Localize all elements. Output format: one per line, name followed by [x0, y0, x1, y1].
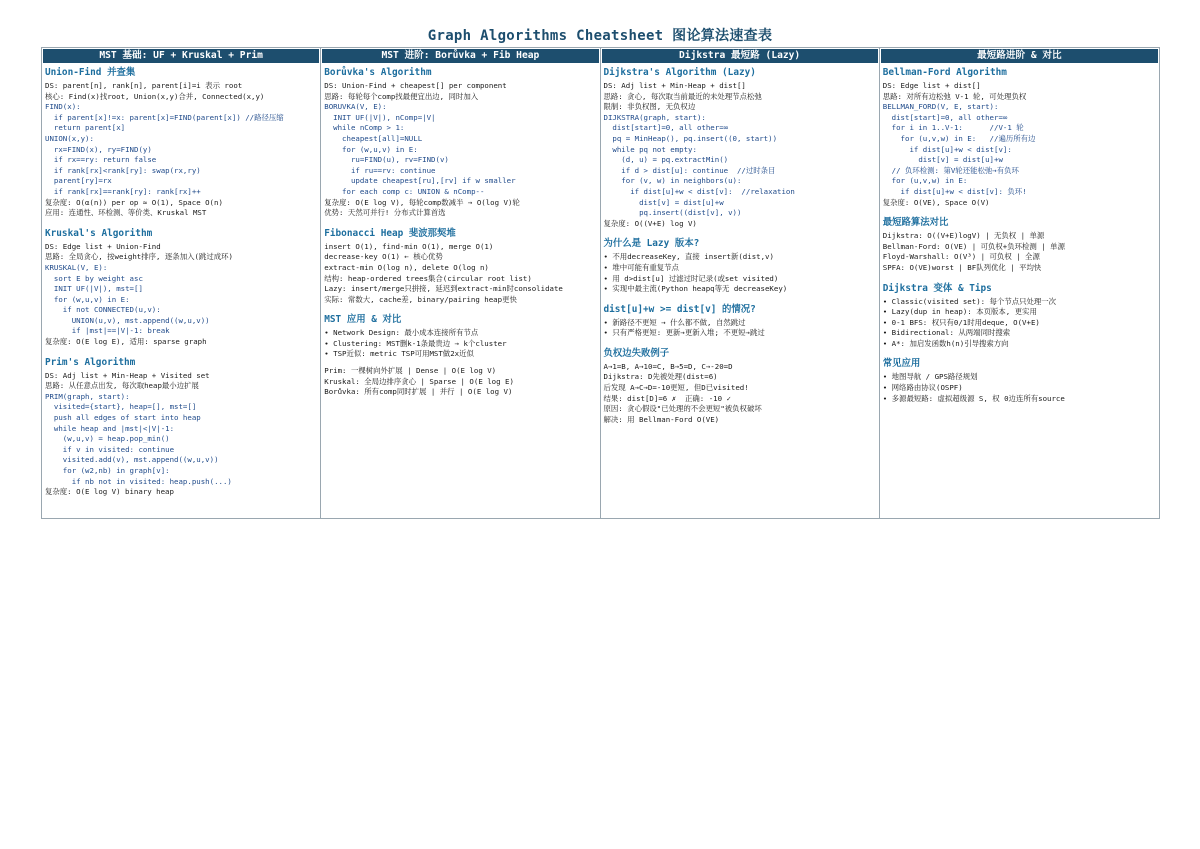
- code-line: (w,u,v) = heap.pop_min(): [45, 434, 170, 444]
- column-body: [601, 63, 879, 425]
- code-line: visited={start}, heap=[], mst=[]: [45, 402, 197, 412]
- code-line: if dist[u]+w < dist[v]: 负环!: [882, 186, 1027, 196]
- code-line: for i in 1..V-1: //V-1 轮: [882, 123, 1024, 133]
- column-1: [42, 48, 321, 518]
- code-line: KRUSKAL(V, E):: [45, 262, 108, 272]
- text-line: 后发现 A→C→D=-10更短, 但D已visited!: [603, 383, 749, 393]
- section-title: Dijkstra 变体 & Tips: [882, 282, 992, 294]
- code-line: for each comp c: UNION & nComp--: [324, 186, 485, 196]
- section-title: Bellman-Ford Algorithm: [882, 67, 1007, 78]
- column-body: [321, 63, 599, 398]
- text-line: 核心: Find(x)找root, Union(x,y)合并, Connected(x,y): [45, 91, 265, 101]
- text-line: 思路: 每轮每个comp找最便宜出边, 同时加入: [324, 91, 479, 101]
- bullet-item: • 用 d>dist[u] 过滤过时记录(或set visited): [604, 274, 876, 285]
- text-line: SPFA: O(VE)worst | BF队列优化 | 平均快: [882, 262, 1042, 272]
- column-header: MST 进阶: Borůvka + Fib Heap: [322, 49, 598, 63]
- text-line: 复杂度: O(α(n)) per op ≈ O(1), Space O(n): [45, 197, 223, 207]
- code-line: FIND(x):: [45, 102, 81, 112]
- code-line: ru=FIND(u), rv=FIND(v): [324, 155, 449, 165]
- bullet-item: • Classic(visited set): 每个节点只处理一次: [883, 297, 1156, 308]
- text-line: DS: parent[n], rank[n], parent[i]=i 表示 root: [45, 81, 243, 90]
- text-line: A→1=B, A→10=C, B→5=D, C→-20=D: [603, 361, 733, 371]
- code-line: while pq not empty:: [603, 144, 697, 154]
- code-line: if v in visited: continue: [45, 444, 175, 454]
- column-body: [42, 63, 320, 498]
- bullet-item: • TSP近似: metric TSP可用MST做2x近似: [324, 349, 596, 360]
- code-line: if dist[u]+w < dist[v]: //relaxation: [603, 186, 795, 196]
- text-line: 应用: 连通性、环检测、等价类、Kruskal MST: [45, 208, 207, 218]
- text-line: 原因: 贪心假设"已处理的不会更短"被负权破坏: [603, 404, 762, 414]
- code-line: pq.insert((dist[v], v)): [603, 208, 742, 218]
- code-line: DIJKSTRA(graph, start):: [603, 112, 706, 122]
- code-line: if dist[u]+w < dist[v]:: [882, 144, 1012, 154]
- code-line: for (w,u,v) in E:: [45, 294, 130, 304]
- section-title: 最短路算法对比: [882, 217, 949, 229]
- column-3: [601, 48, 880, 518]
- code-line: dist[v] = dist[u]+w: [882, 155, 1003, 165]
- code-line: if rank[rx]<rank[ry]: swap(rx,ry): [45, 165, 201, 175]
- text-line: 复杂度: O(E log V) binary heap: [45, 487, 174, 497]
- text-line: DS: Union-Find + cheapest[] per component: [324, 81, 507, 90]
- text-line: decrease-key O(1) ← 核心优势: [324, 252, 443, 262]
- code-line: if rx==ry: return false: [45, 155, 157, 165]
- text-line: Dijkstra: O((V+E)logV) | 无负权 | 单源: [882, 231, 1045, 241]
- text-line: 限制: 非负权图, 无负权边: [603, 102, 696, 112]
- code-line: for (u,v,w) in E: //遍历所有边: [882, 133, 1036, 143]
- text-line: 思路: 对所有边松弛 V-1 轮, 可处理负权: [882, 91, 1027, 101]
- code-line: update cheapest[ru],[rv] if w smaller: [324, 176, 516, 186]
- text-line: 结果: dist[D]=6 ✗ 正确: -10 ✓: [603, 393, 731, 403]
- code-line: if |mst|==|V|-1: break: [45, 326, 170, 336]
- cheatsheet-grid: [41, 47, 1160, 519]
- code-line: PRIM(graph, start):: [45, 391, 130, 401]
- text-line: Kruskal: 全局边排序贪心 | Sparse | O(E log E): [324, 376, 514, 386]
- code-line: if nb not in visited: heap.push(...): [45, 476, 232, 486]
- bullet-item: • A*: 加启发函数h(n)引导搜索方向: [883, 339, 1156, 350]
- section-title: Union-Find 并查集: [45, 67, 136, 78]
- code-line: for (u,v,w) in E:: [882, 176, 968, 186]
- text-line: Floyd-Warshall: O(V³) | 可负权 | 全源: [882, 252, 1040, 262]
- bullet-item: • 不用decreaseKey, 直接 insert新(dist,v): [604, 252, 876, 263]
- bullet-item: • Network Design: 最小成本连接所有节点: [324, 328, 596, 339]
- code-line: pq = MinHeap(), pq.insert((0, start)): [603, 133, 778, 143]
- text-line: 思路: 全局贪心, 按weight排序, 逐条加入(跳过成环): [45, 252, 233, 262]
- code-line: sort E by weight asc: [45, 273, 143, 283]
- text-line: 复杂度: O(VE), Space O(V): [882, 197, 990, 207]
- code-line: for (w2,nb) in graph[v]:: [45, 466, 170, 475]
- text-line: Borůvka: 所有comp同时扩展 | 并行 | O(E log V): [324, 387, 513, 397]
- section-title: MST 应用 & 对比: [324, 314, 402, 326]
- text-line: Bellman-Ford: O(VE) | 可负权+负环检测 | 单源: [882, 241, 1065, 251]
- code-line: // 负环检测: 第V轮还能松弛→有负环: [882, 165, 1019, 175]
- bullet-item: • Clustering: MST删k-1条最贵边 → k个cluster: [324, 339, 596, 350]
- code-line: BELLMAN_FORD(V, E, start):: [882, 102, 999, 112]
- code-line: while nComp > 1:: [324, 123, 405, 133]
- bullet-item: • 多源最短路: 虚拟超级源 S, 权 0边连所有source: [883, 394, 1156, 405]
- bullet-item: • Lazy(dup in heap): 本页版本, 更实用: [883, 307, 1156, 318]
- code-line: if not CONNECTED(u,v):: [45, 305, 161, 315]
- bullet-item: • 网络路由协议(OSPF): [883, 383, 1156, 394]
- code-line: UNION(x,y):: [45, 133, 94, 143]
- section-title: 常见应用: [882, 358, 921, 370]
- section-title: Fibonacci Heap 斐波那契堆: [324, 227, 456, 239]
- text-line: insert O(1), find-min O(1), merge O(1): [324, 241, 494, 251]
- column-header: MST 基础: UF + Kruskal + Prim: [43, 49, 319, 63]
- section-title: 负权边失败例子: [603, 347, 670, 359]
- column-4: [880, 48, 1159, 518]
- code-line: UNION(u,v), mst.append((w,u,v)): [45, 315, 210, 325]
- text-line: extract-min O(log n), delete O(log n): [324, 262, 489, 272]
- bullet-item: • 地图导航 / GPS路径规划: [883, 372, 1156, 383]
- bullet-item: • 只有严格更短: 更新→更新入堆; 不更短→跳过: [604, 328, 876, 339]
- column-body: [880, 63, 1159, 404]
- code-line: visited.add(v), mst.append((w,u,v)): [45, 455, 219, 465]
- bullet-item: • Bidirectional: 从两端同时搜索: [883, 328, 1156, 339]
- bullet-item: • 新路径不更短 → 什么都不做, 自然跳过: [604, 318, 876, 329]
- text-line: DS: Adj list + Min-Heap + dist[]: [603, 81, 746, 90]
- code-line: rx=FIND(x), ry=FIND(y): [45, 144, 152, 154]
- code-line: BORUVKA(V, E):: [324, 102, 387, 112]
- text-line: 复杂度: O((V+E) log V): [603, 218, 697, 228]
- text-line: 复杂度: O(E log V), 每轮comp数减半 → O(log V)轮: [324, 197, 520, 207]
- section-title: Kruskal's Algorithm: [45, 227, 153, 239]
- code-line: dist[start]=0, all other=∞: [603, 123, 729, 133]
- code-line: if ru==rv: continue: [324, 165, 436, 175]
- bullet-item: • 0-1 BFS: 权只有0/1时用deque, O(V+E): [883, 318, 1156, 329]
- code-line: INIT UF(|V|), nComp=|V|: [324, 112, 436, 122]
- code-line: parent[ry]=rx: [45, 176, 112, 186]
- code-line: (d, u) = pq.extractMin(): [603, 155, 729, 165]
- section-title: 为什么是 Lazy 版本?: [603, 238, 700, 250]
- section-title: Dijkstra's Algorithm (Lazy): [603, 67, 756, 78]
- text-line: Dijkstra: D先被处理(dist=6): [603, 372, 718, 382]
- text-line: 解决: 用 Bellman-Ford O(VE): [603, 414, 720, 424]
- code-line: for (w,u,v) in E:: [324, 144, 418, 154]
- section-title: dist[u]+w >= dist[v] 的情况?: [603, 303, 756, 315]
- text-line: Lazy: insert/merge只拼接, 延迟到extract-min时consolidate: [324, 284, 563, 294]
- code-line: return parent[x]: [45, 123, 126, 133]
- text-line: 思路: 从任意点出发, 每次取heap最小边扩展: [45, 381, 199, 391]
- text-line: 实际: 常数大, cache差, binary/pairing heap更快: [324, 294, 517, 304]
- code-line: while heap and |mst|<|V|-1:: [45, 423, 175, 433]
- code-line: cheapest[all]=NULL: [324, 133, 423, 143]
- section-title: Prim's Algorithm: [45, 356, 136, 368]
- text-line: 优势: 天然可并行! 分布式计算首选: [324, 208, 446, 218]
- bullet-item: • 实现中最主流(Python heapq等无 decreaseKey): [604, 284, 876, 295]
- text-line: DS: Adj list + Min-Heap + Visited set: [45, 370, 210, 380]
- column-header: 最短路进阶 & 对比: [881, 49, 1158, 63]
- column-header: Dijkstra 最短路 (Lazy): [602, 49, 878, 63]
- text-line: Prim: 一棵树向外扩展 | Dense | O(E log V): [324, 366, 497, 376]
- code-line: dist[start]=0, all other=∞: [882, 112, 1008, 122]
- text-line: 复杂度: O(E log E), 适用: sparse graph: [45, 337, 207, 347]
- code-line: if d > dist[u]: continue //过时条目: [603, 165, 776, 175]
- code-line: for (v, w) in neighbors(u):: [603, 176, 742, 186]
- bullet-item: • 堆中可能有重复节点: [604, 263, 876, 274]
- code-line: INIT UF(|V|), mst=[]: [45, 284, 143, 294]
- text-line: 结构: heap-ordered trees集合(circular root list): [324, 273, 532, 283]
- code-line: push all edges of start into heap: [45, 413, 201, 423]
- column-2: [321, 48, 600, 518]
- text-line: DS: Edge list + Union-Find: [45, 241, 161, 251]
- code-line: if rank[rx]==rank[ry]: rank[rx]++: [45, 186, 201, 196]
- code-line: if parent[x]!=x: parent[x]=FIND(parent[x]) //路径压缩: [45, 112, 284, 122]
- section-title: Borůvka's Algorithm: [324, 67, 432, 78]
- text-line: DS: Edge list + dist[]: [882, 81, 981, 90]
- code-line: dist[v] = dist[u]+w: [603, 197, 724, 207]
- text-line: 思路: 贪心, 每次取当前最近的未处理节点松弛: [603, 91, 762, 101]
- page-title: Graph Algorithms Cheatsheet 图论算法速查表: [427, 28, 773, 44]
